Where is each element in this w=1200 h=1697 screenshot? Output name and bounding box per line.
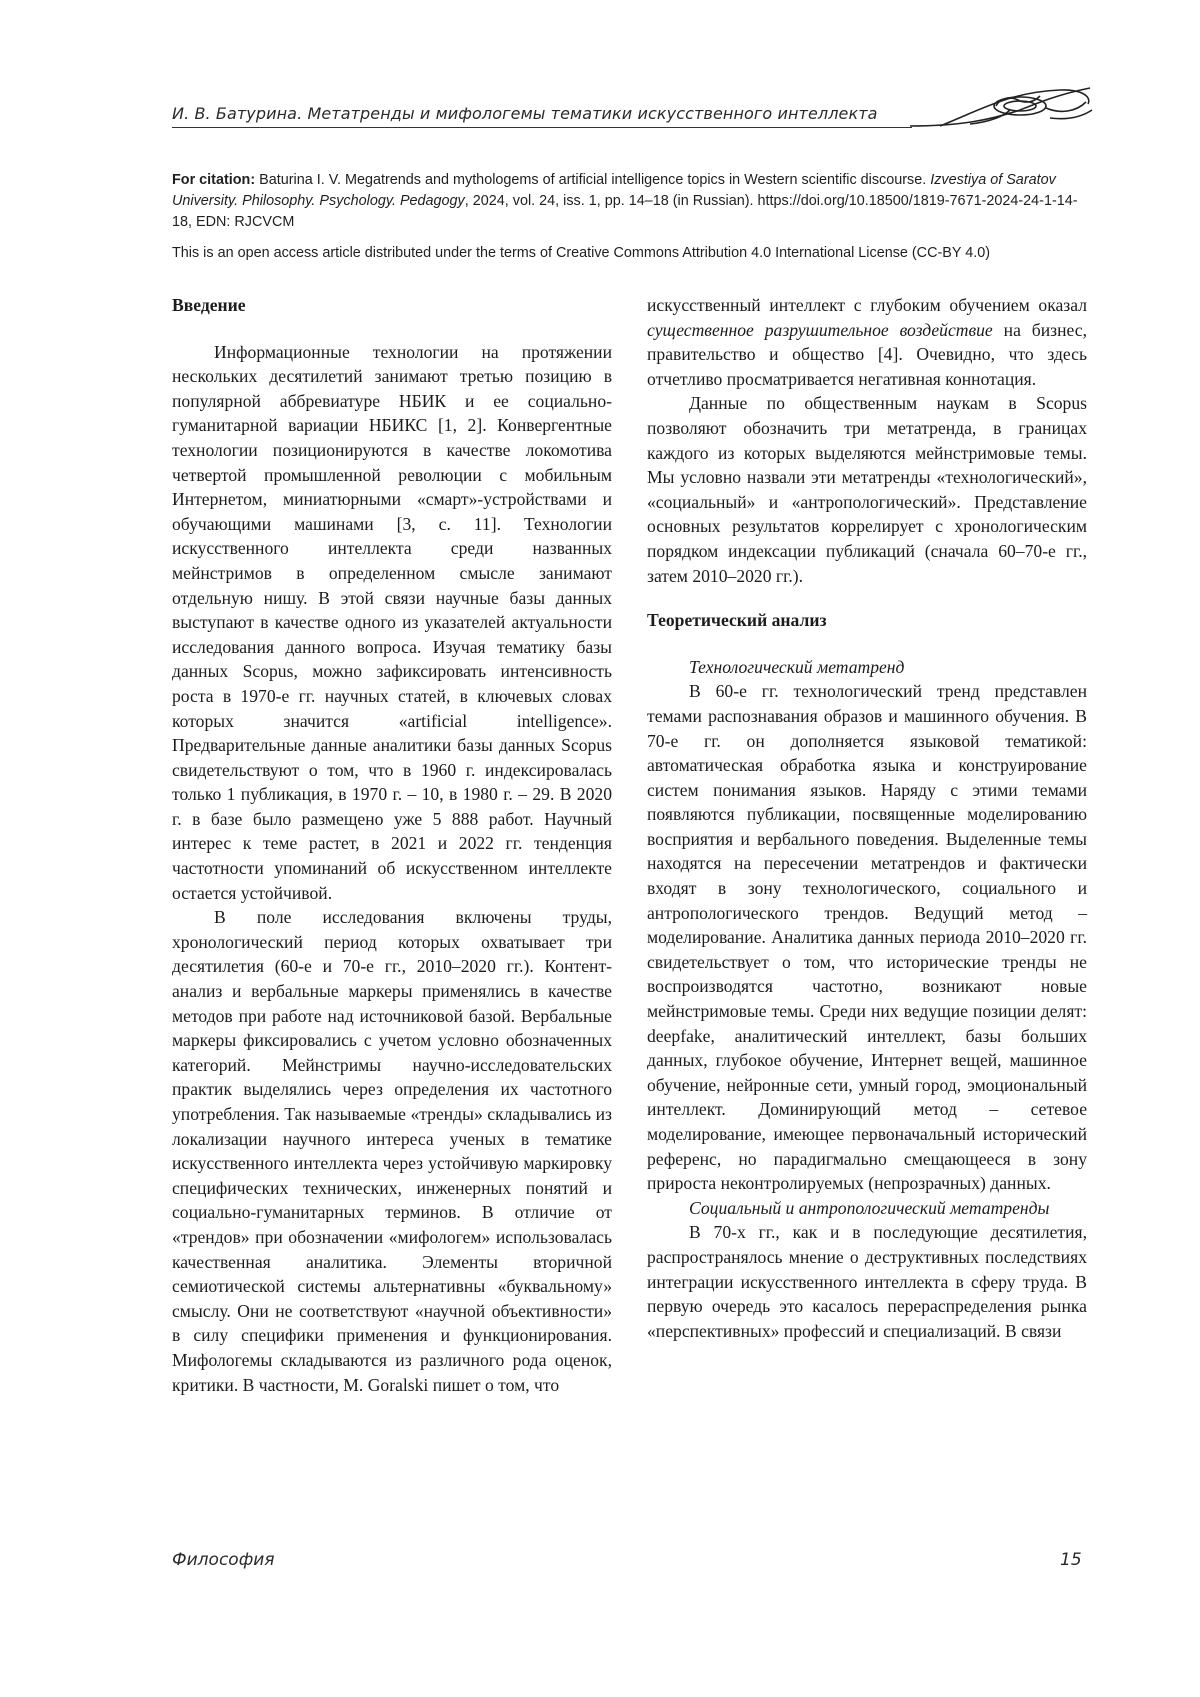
- emphasis: существенное разрушительное воздействие: [647, 319, 993, 340]
- left-column: [172, 293, 612, 1397]
- paragraph: В 60-е гг. технологический тренд представлен темами распознавания образов и машинного обучения. В 70-е гг. он дополняется языковой тематикой: автоматическая обработка языка и конструирование систем понимания языков. Наряду с этими темами появляются публикации, посвященные моделированию восприятия и вербального поведения. Выделенные темы находятся на пересечении метатрендов и фактически входят в зону технологического, социального и антропологического трендов. Ведущий метод – моделирование. Аналитика данных периода 2010–2020 гг. свидетельствует о том, что исторические тренды не воспроизводятся частотно, возникают новые мейнстримовые темы. Среди них ведущие позиции делят: deepfake, аналитический интеллект, базы больших данных, глубокое обучение, Интернет вещей, машинное обучение, нейронные сети, умный город, эмоциональный интеллект. Доминирующий метод – сетевое моделирование, имеющее первоначальный исторический референс, но парадигмально смещающееся в зону прироста неконтролируемых (непрозрачных) данных.: [647, 681, 1087, 1194]
- ornament-icon: [900, 80, 1100, 140]
- paragraph: Данные по общественным наукам в Scopus позволяют обозначить три метатренда, в границах каждого из которых выделяются мейнстримовые темы. Мы условно назвали эти метатренды «технологический», «социальный» и «антропологический». Представление основных результатов коррелирует с хронологическим порядком индексации публикаций (сначала 60–70-е гг., затем 2010–2020 гг.).: [647, 393, 1087, 586]
- running-title: И. В. Батурина. Метатренды и мифологемы тематики искусственного интеллекта: [172, 104, 878, 123]
- paragraph: В поле исследования включены труды, хронологический период которых охватывает три десятилетия (60-е и 70-е гг., 2010–2020 гг.). Контент-анализ и вербальные маркеры применялись в качестве методов при работе над источниковой базой. Вербальные маркеры фиксировались с учетом условно обозначенных категорий. Мейнстримы научно-исследовательских практик выделялись через определения их частотного употребления. Так называемые «тренды» складывались из локализации научного интереса ученых в тематике искусственного интеллекта через устойчивую маркировку специфических технических, инженерных понятий и социально-гуманитарных терминов. В отличие от «трендов» при обозначении «мифологем» использовалась качественная аналитика. Элементы вторичной семиотической системы альтернативны «буквальному» смыслу. Они не соответствуют «научной объективности» в силу специфики применения и функционирования. Мифологемы складываются из различного рода оценок, критики. В частности, M. Goralski пишет о том, что: [172, 907, 612, 1395]
- section-heading-introduction: Введение: [172, 295, 246, 315]
- citation-details: , 2024, vol. 24, iss. 1, pp. 14–18 (in Russian). https://doi.org/10.18500/1819-7671-2024-24-1-14-18, EDN: RJCVCM: [172, 193, 1078, 230]
- subsection-heading: Технологический метатренд: [689, 656, 905, 677]
- license-note: This is an open access article distributed under the terms of Creative Commons Attribution 4.0 International License (CC-BY 4.0): [172, 245, 990, 261]
- paragraph: Информационные технологии на протяжении нескольких десятилетий занимают третью позицию в популярной аббревиатуре НБИК и ее социально-гуманитарной вариации НБИКС [1, 2]. Конвергентные технологии позиционируются в качестве локомотива четвертой промышленной революции с мобильным Интернетом, миниатюрными «смарт»-устройствами и обучающими машинами [3, с. 11]. Технологии искусственного интеллекта среди названных мейнстримов в определенном смысле занимают отдельную нишу. В этой связи научные базы данных выступают в качестве одного из указателей актуальности исследования данного вопроса. Изучая тематику базы данных Scopus, можно зафиксировать интенсивность роста в 1970-е гг. научных статей, в ключевых словах которых значится «artificial intelligence». Предварительные данные аналитики базы данных Scopus свидетельствуют о том, что в 1960 г. индексировалась только 1 публикация, в 1970 г. – 10, в 1980 г. – 29. В 2020 г. в базе было размещено уже 5 888 работ. Научный интерес к теме растет, в 2021 и 2022 гг. тенденция частотности упоминаний об искусственном интеллекте остается устойчивой.: [172, 341, 612, 903]
- citation-label: For citation:: [172, 172, 256, 188]
- page-number: 15: [1060, 1550, 1082, 1570]
- citation-journal: Izvestiya of Saratov University. Philosophy. Psychology. Pedagogy: [172, 172, 1056, 209]
- subsection-heading: Социальный и антропологический метатренды: [689, 1197, 1050, 1218]
- citation: [172, 170, 1097, 233]
- paragraph-text: на бизнес, правительство и общество [4]. Очевидно, что здесь отчетливо просматривается негативная коннотация.: [647, 319, 1087, 389]
- citation-text: Baturina I. V. Megatrends and mythologems of artificial intelligence topics in Western scientific discourse.: [259, 172, 931, 188]
- paragraph-text: искусственный интеллект с глубоким обучением оказал: [647, 295, 1087, 315]
- header-rule: [172, 127, 912, 128]
- section-heading-theory: Теоретический анализ: [647, 610, 827, 631]
- paragraph: [647, 293, 1087, 391]
- right-column: [647, 293, 1087, 1343]
- footer-section: Философия: [172, 1550, 275, 1570]
- paragraph: В 70-х гг., как и в последующие десятилетия, распространялось мнение о деструктивных последствиях интеграции искусственного интеллекта в сферу труда. В первую очередь это касалось перераспределения рынка «перспективных» профессий и специализаций. В связи: [647, 1222, 1087, 1341]
